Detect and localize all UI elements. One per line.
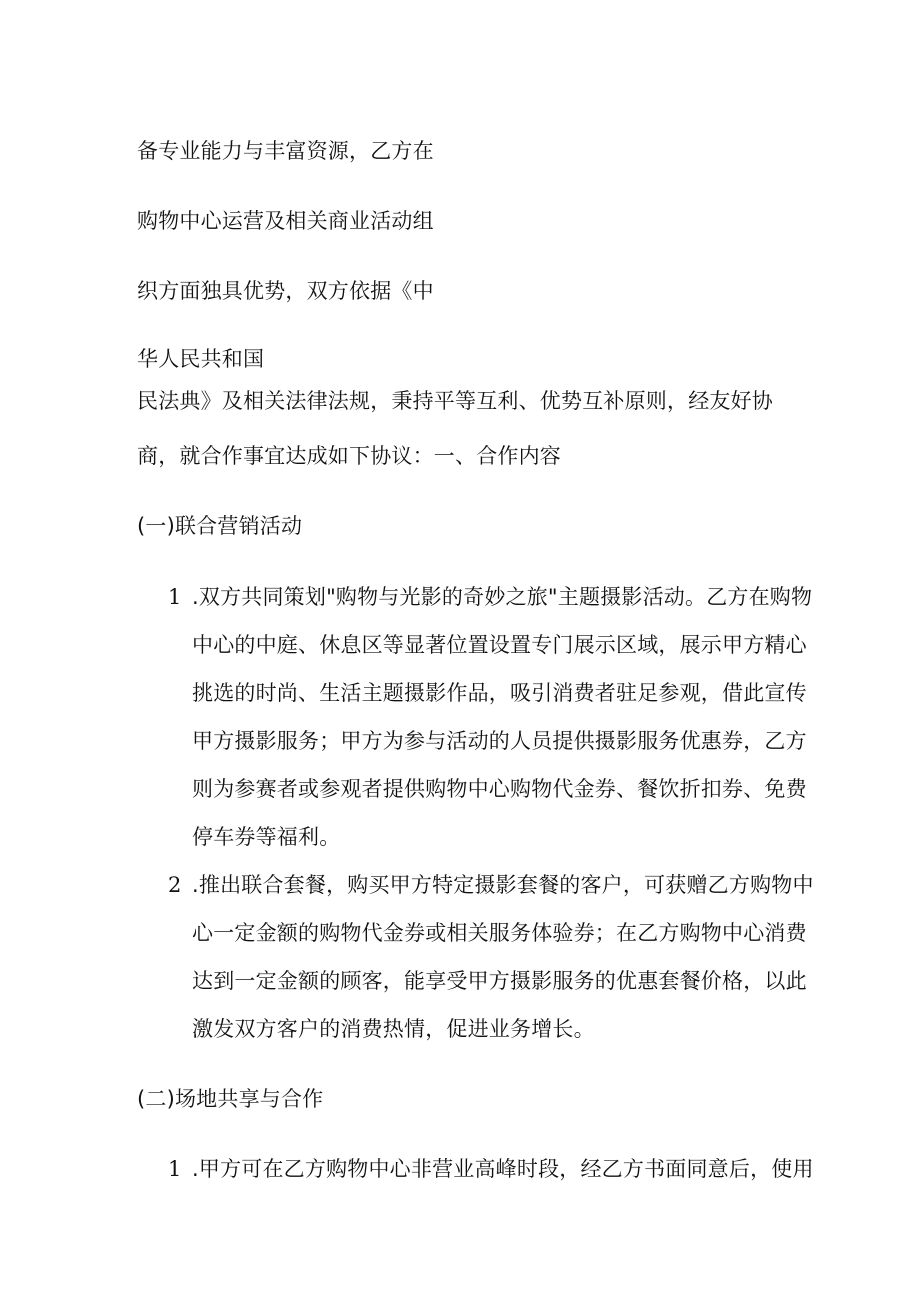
list-item-line: .甲方可在乙方购物中心非营业高峰时段，经乙方书面同意后，使用 — [192, 1157, 814, 1181]
list-item-number: 1 — [168, 585, 182, 609]
intro-line-6: 商，就合作事宜达成如下协议：一、合作内容 — [137, 444, 561, 468]
list-item-line: 中心的中庭、休息区等显著位置设置专门展示区域，展示甲方精心 — [192, 633, 807, 657]
list-item-line: 甲方摄影服务；甲方为参与活动的人员提供摄影服务优惠券，乙方 — [192, 729, 807, 753]
section-heading-venue-sharing: (二)场地共享与合作 — [137, 1087, 324, 1111]
list-item-line: .推出联合套餐，购买甲方特定摄影套餐的客户，可获赠乙方购物中 — [192, 873, 814, 897]
list-item-line: 激发双方客户的消费热情，促进业务增长。 — [192, 1017, 595, 1041]
list-item-line: 心一定金额的购物代金券或相关服务体验券；在乙方购物中心消费 — [192, 921, 807, 945]
intro-line-1: 备专业能力与丰富资源，乙方在 — [137, 139, 434, 163]
list-item-line: 挑选的时尚、生活主题摄影作品，吸引消费者驻足参观，借此宣传 — [192, 681, 807, 705]
list-item-number: 1 — [168, 1157, 182, 1181]
intro-line-5: 民法典》及相关法律法规，秉持平等互利、优势互补原则，经友好协 — [137, 389, 773, 413]
list-item-line: 达到一定金额的顾客，能享受甲方摄影服务的优惠套餐价格，以此 — [192, 969, 807, 993]
list-item-line: 则为参赛者或参观者提供购物中心购物代金券、餐饮折扣券、免费 — [192, 777, 807, 801]
list-item-number: 2 — [168, 873, 182, 897]
intro-line-3: 织方面独具优势，双方依据《中 — [137, 279, 434, 303]
intro-line-2: 购物中心运营及相关商业活动组 — [137, 209, 434, 233]
intro-line-4: 华人民共和国 — [137, 347, 265, 371]
list-item-line: 停车券等福利。 — [192, 825, 341, 849]
section-heading-joint-marketing: (一)联合营销活动 — [137, 514, 303, 538]
list-item-line: .双方共同策划"购物与光影的奇妙之旅"主题摄影活动。乙方在购物 — [192, 585, 813, 609]
